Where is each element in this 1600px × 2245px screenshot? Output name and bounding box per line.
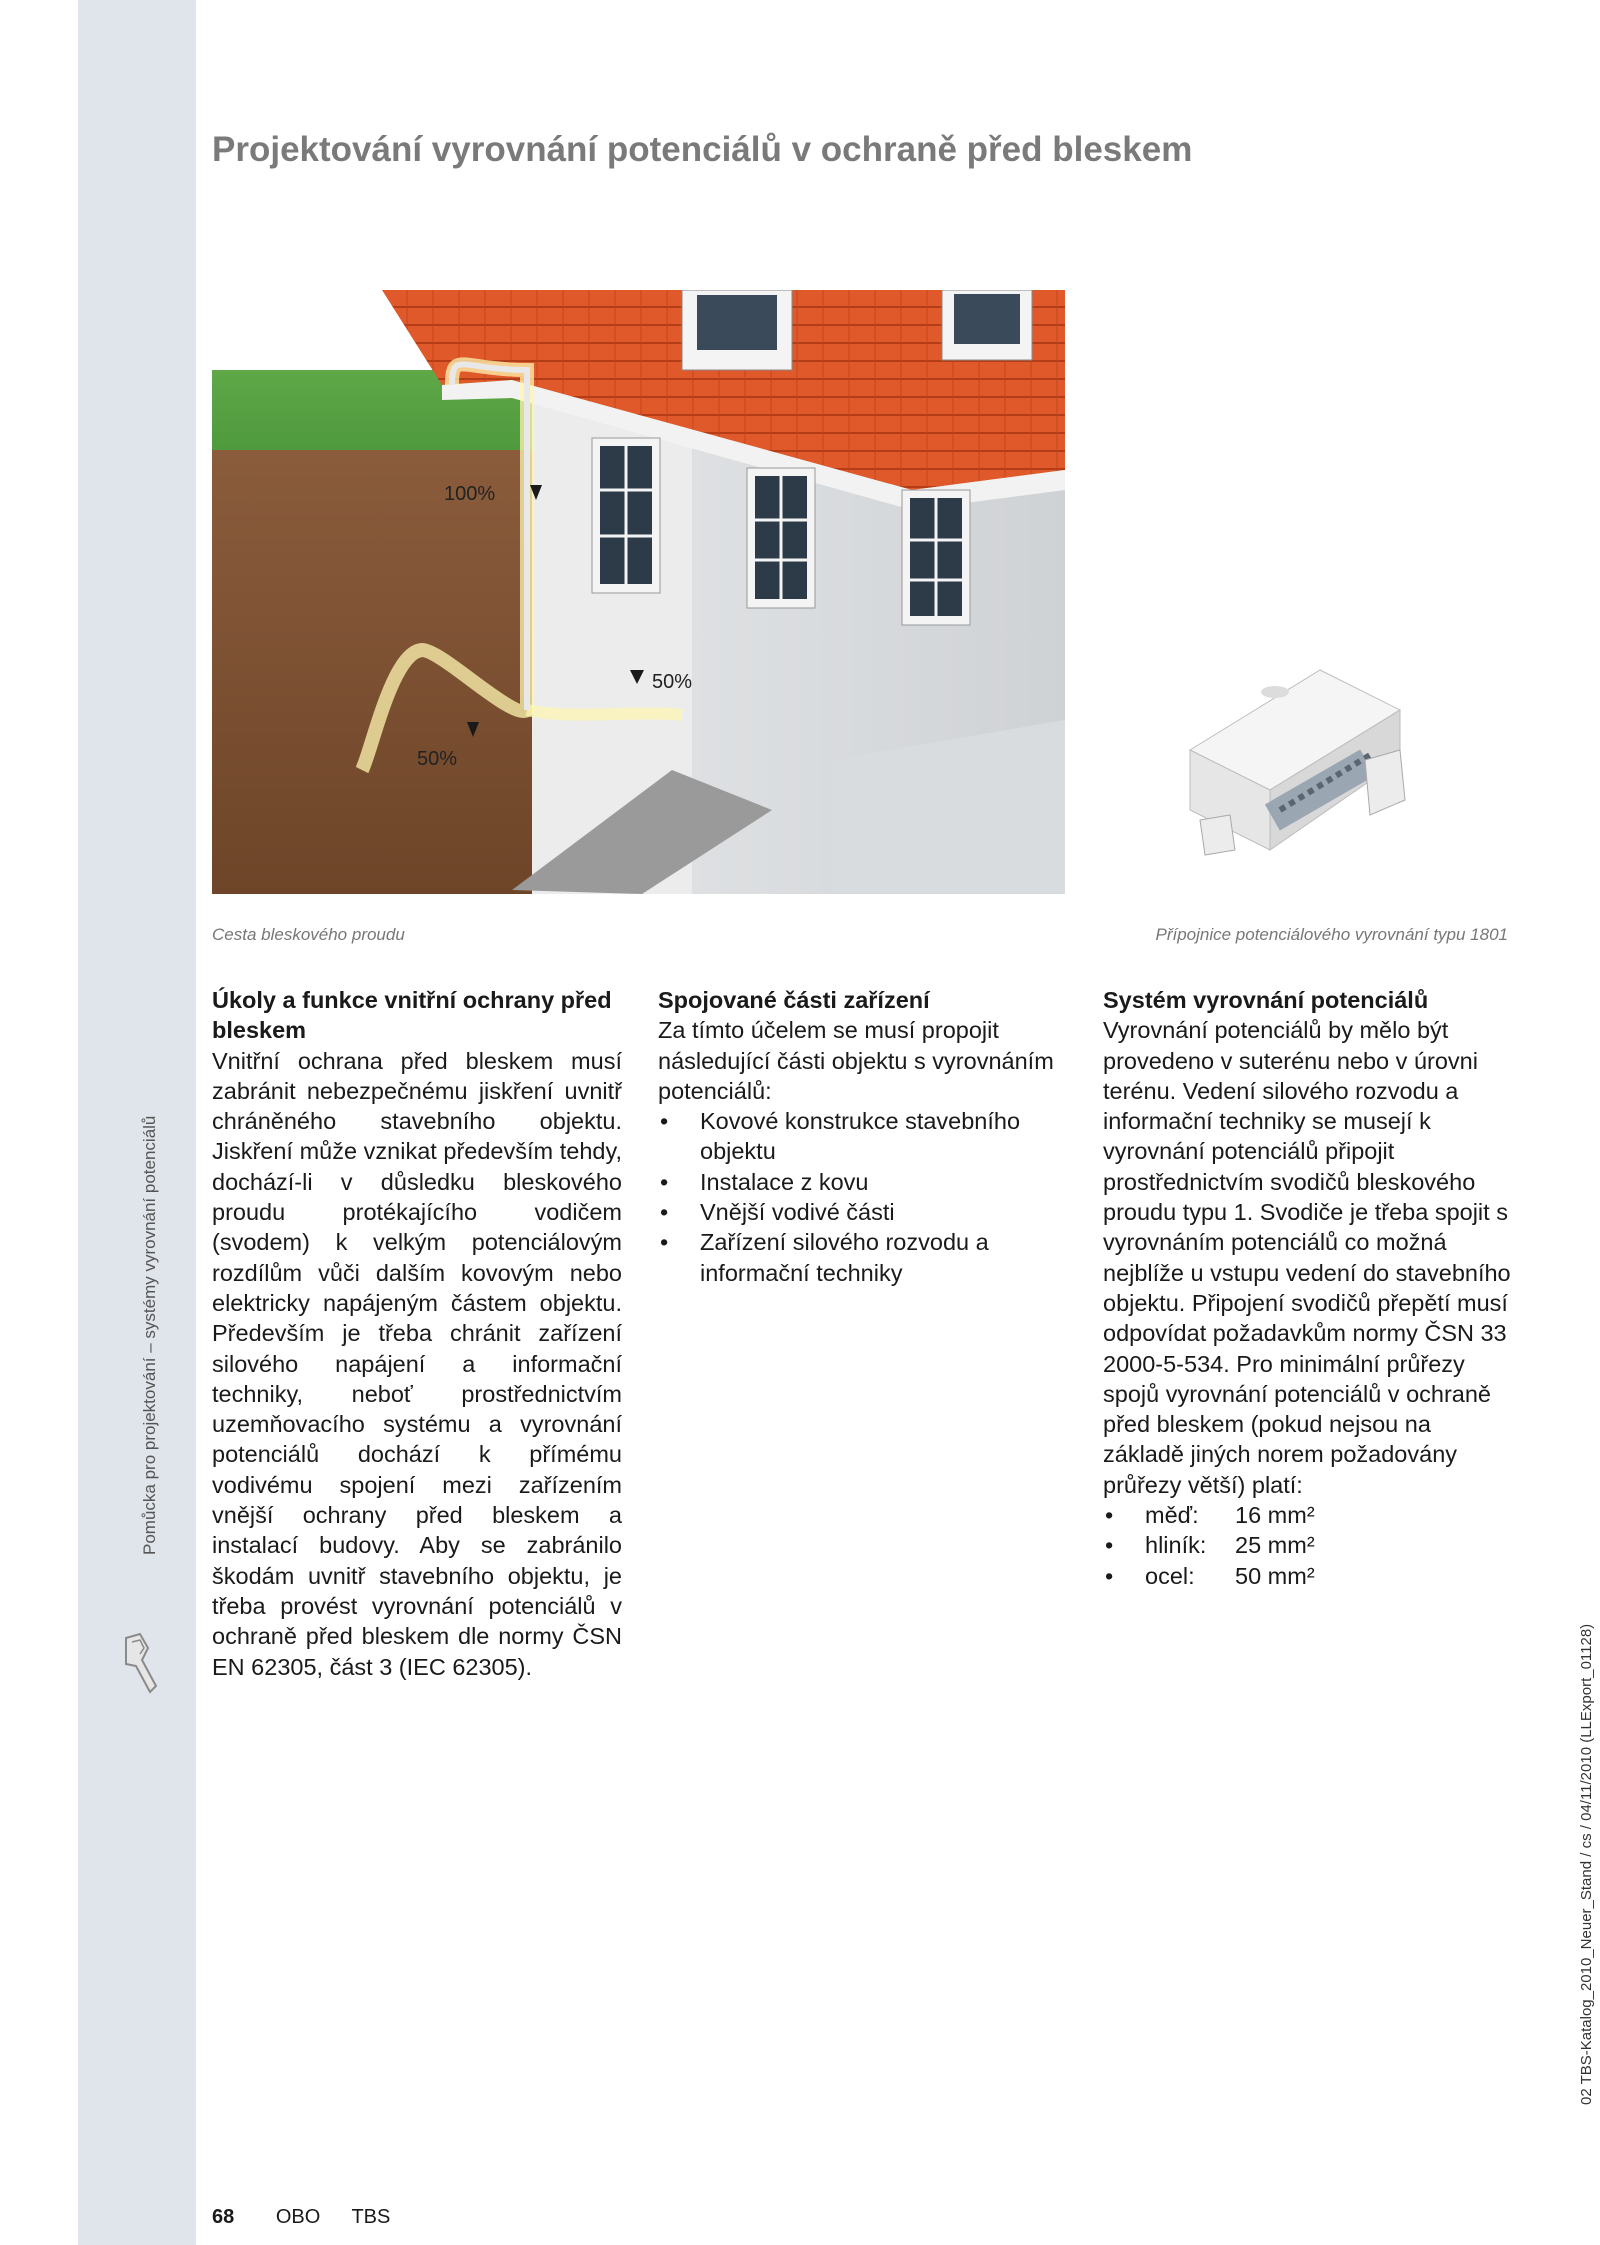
material-value: 50 mm²: [1235, 1562, 1315, 1589]
figure-caption-house: Cesta bleskového proudu: [212, 925, 405, 944]
material-list: [1103, 1500, 1513, 1591]
material-value: 16 mm²: [1235, 1502, 1315, 1529]
list-item: [1103, 1530, 1513, 1560]
lightning-path-illustration: [212, 290, 1065, 894]
current-label-100: 100%: [444, 483, 496, 505]
column-body: Vnitřní ochrana před bleskem musí zabránit nebezpečnému jiskření uvnitř chráněného stavebního objektu. Jiskření může vznikat především tehdy, dochází-li v důsledku bleskového proudu protékajícího vodičem (svodem) k velkým potenciálovým rozdílům vůči dalším kovovým nebo elektricky napájeným částem objektu. Především je třeba chránit zařízení silového napájení a informační techniky, neboť prostřednictvím uzemňovacího systému a vyrovnání potenciálů dochází k přímému vodivému spojení mezi zařízením vnější ochrany před bleskem a instalací budovy. Aby se zabránilo škodám uvnitř stavebního objektu, je třeba provést vyrovnání potenciálů v ochraně před bleskem dle normy ČSN EN 62305, část 3 (IEC 62305).: [212, 1047, 622, 1680]
current-label-wall: 50%: [652, 671, 693, 693]
page-footer: [212, 2206, 416, 2229]
page-title: Projektování vyrovnání potenciálů v ochraně před bleskem: [212, 130, 1193, 169]
list-item: • Instalace z kovu: [658, 1167, 1068, 1197]
column-connected-parts: [658, 985, 1068, 1288]
tool-icon: [118, 1630, 168, 1700]
list-item: • Vnější vodivé části: [658, 1197, 1068, 1227]
sidebar-band: [78, 0, 196, 2245]
column-body: Vyrovnání potenciálů by mělo být provedeno v suterénu nebo v úrovni terénu. Vedení silového rozvodu a informační techniky se musejí k vyrovnání potenciálů připojit prostřednictvím svodičů bleskového proudu typu 1. Svodiče je třeba spojit s vyrovnáním potenciálů co možná nejblíže u vstupu vedení do stavebního objektu. Připojení svodičů přepětí musí odpovídat požadavkům normy ČSN 33 2000-5-534. Pro minimální průřezy spojů vyrovnání potenciálů v ochraně před bleskem (pokud nejsou na základě jiných norem požadovány průřezy větší) platí:: [1103, 1017, 1511, 1498]
bullet-list: [658, 1106, 1068, 1288]
sidebar-section-label: Pomůcka pro projektování – systémy vyrovnání potenciálů: [140, 1115, 159, 1555]
current-label-ground: 50%: [417, 748, 458, 770]
list-item: [1103, 1561, 1513, 1591]
column-body: Za tímto účelem se musí propojit následující části objektu s vyrovnáním potenciálů:: [658, 1017, 1054, 1104]
document-reference: 02 TBS-Katalog_2010_Neuer_Stand / cs / 04/11/2010 (LLExport_01128): [1578, 1623, 1595, 2105]
material-name: měď:: [1145, 1502, 1199, 1529]
list-item: • Kovové konstrukce stavebního objektu: [658, 1106, 1068, 1167]
column-equipotential-system: [1103, 985, 1513, 1591]
footer-brand: OBO: [275, 2206, 321, 2228]
figure-caption-busbar: Přípojnice potenciálového vyrovnání typu 1801: [1155, 925, 1508, 944]
column-heading: Spojované části zařízení: [658, 987, 930, 1013]
footer-product: TBS: [351, 2206, 391, 2228]
material-name: hliník:: [1145, 1532, 1207, 1559]
column-internal-protection: [212, 985, 622, 1682]
material-name: ocel:: [1145, 1562, 1195, 1589]
busbar-illustration: [1170, 650, 1410, 890]
list-item: [1103, 1500, 1513, 1530]
column-heading: Úkoly a funkce vnitřní ochrany před bleskem: [212, 987, 612, 1044]
column-heading: Systém vyrovnání potenciálů: [1103, 987, 1429, 1013]
page-number: 68: [212, 2206, 235, 2228]
material-value: 25 mm²: [1235, 1532, 1315, 1559]
list-item: • Zařízení silového rozvodu a informační techniky: [658, 1227, 1068, 1288]
